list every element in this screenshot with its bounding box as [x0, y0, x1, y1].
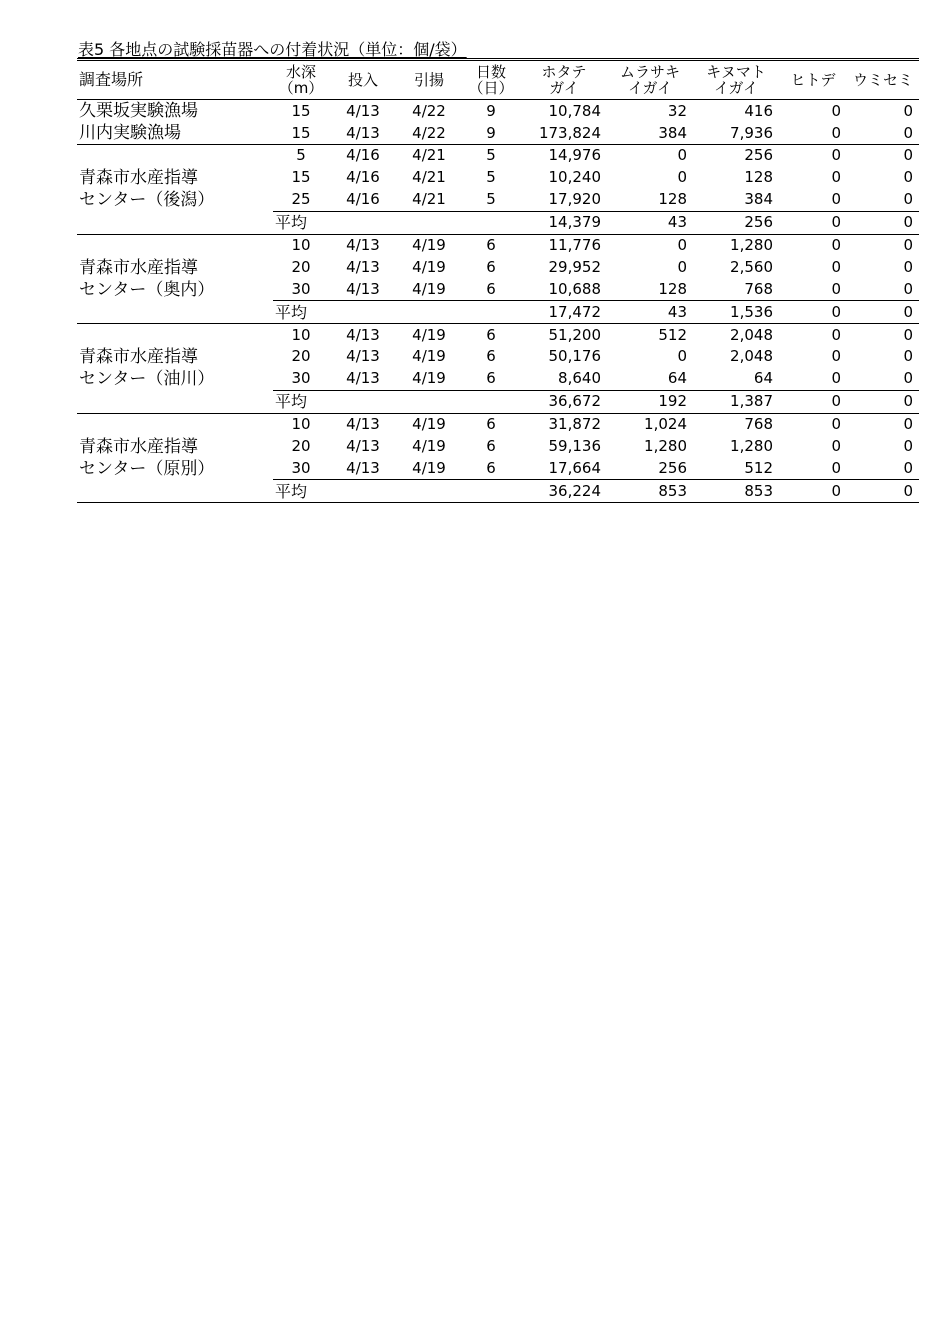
table-header [77, 60, 919, 100]
umisemi-cell: 0 [903, 437, 913, 456]
days-cell: 6 [486, 347, 496, 366]
header-days-line1: 日数 [475, 63, 506, 81]
avg-umisemi-cell: 0 [847, 211, 919, 234]
header-days-line2: （日） [468, 79, 514, 97]
header-depth-line1: 水深 [285, 63, 316, 81]
hitode-cell: 0 [831, 190, 841, 209]
kinumato-cell: 1,280 [730, 236, 773, 254]
location-cell [77, 413, 273, 503]
murasaki-cell: 0 [677, 257, 687, 276]
retrieve-cell: 4/19 [412, 415, 446, 434]
kinumato-cell: 64 [753, 369, 773, 388]
deploy-cell: 4/16 [346, 190, 380, 209]
kinumato-cell: 256 [744, 146, 773, 165]
avg-murasaki-cell: 192 [607, 390, 693, 413]
header-depth [273, 60, 329, 100]
depth-cell: 20 [291, 347, 311, 366]
depth-cell: 5 [296, 146, 306, 165]
umisemi-cell: 0 [903, 325, 913, 344]
hotate-cell: 59,136 [548, 437, 601, 456]
umisemi-cell: 0 [903, 458, 913, 477]
attachment-table [77, 58, 919, 503]
murasaki-cell: 64 [667, 369, 687, 388]
umisemi-cell: 0 [903, 369, 913, 388]
hitode-cell: 0 [831, 437, 841, 456]
header-hitode: ヒトデ [790, 71, 836, 89]
kinumato-cell: 768 [744, 279, 773, 298]
header-days [461, 60, 521, 100]
hotate-cell: 17,920 [548, 190, 601, 209]
depth-cell: 30 [291, 279, 311, 298]
hotate-cell: 51,200 [548, 325, 601, 344]
retrieve-cell: 4/19 [412, 236, 446, 254]
header-murasaki-line1: ムラサキ [619, 63, 680, 81]
location-cell: 久栗坂実験漁場 [79, 101, 198, 121]
days-cell: 6 [486, 437, 496, 456]
deploy-cell: 4/13 [346, 257, 380, 276]
header-kinumato-line1: キヌマト [706, 63, 766, 81]
hitode-cell: 0 [831, 415, 841, 434]
deploy-cell: 4/16 [346, 168, 380, 187]
header-hotate-line1: ホタテ [541, 63, 587, 81]
umisemi-cell: 0 [903, 415, 913, 434]
header-hotate [521, 60, 607, 100]
avg-kinumato-cell: 1,536 [693, 301, 779, 324]
umisemi-cell: 0 [903, 123, 913, 142]
retrieve-cell: 4/22 [412, 123, 446, 142]
retrieve-cell: 4/19 [412, 347, 446, 366]
kinumato-cell: 512 [744, 458, 773, 477]
retrieve-cell: 4/19 [412, 437, 446, 456]
avg-umisemi-cell: 0 [847, 390, 919, 413]
murasaki-cell: 256 [658, 458, 687, 477]
hitode-cell: 0 [831, 257, 841, 276]
hotate-cell: 17,664 [548, 458, 601, 477]
days-cell: 5 [486, 190, 496, 209]
retrieve-cell: 4/19 [412, 325, 446, 344]
table-row [77, 324, 919, 346]
location-line2: センター（油川） [79, 369, 215, 390]
kinumato-cell: 2,048 [730, 347, 773, 366]
hitode-cell: 0 [831, 146, 841, 165]
average-label: 平均 [273, 480, 521, 503]
avg-hitode-cell: 0 [779, 301, 847, 324]
murasaki-cell: 0 [677, 168, 687, 187]
deploy-cell: 4/13 [346, 279, 380, 298]
location-line1: 青森市水産指導 [79, 257, 198, 278]
hitode-cell: 0 [831, 279, 841, 298]
avg-kinumato-cell: 853 [693, 480, 779, 503]
site-group-harabetsu [77, 413, 919, 503]
location-line1: 青森市水産指導 [79, 347, 198, 368]
days-cell: 6 [486, 415, 496, 434]
site-group-okunai [77, 234, 919, 324]
location-line2: センター（原別） [79, 458, 215, 479]
location-line2: センター（奥内） [79, 279, 215, 300]
location-line2: センター（後潟） [79, 190, 215, 211]
umisemi-cell: 0 [903, 347, 913, 366]
retrieve-cell: 4/19 [412, 369, 446, 388]
header-murasaki-line2: イガイ [627, 79, 673, 97]
avg-hotate-cell: 36,224 [521, 480, 607, 503]
hitode-cell: 0 [831, 458, 841, 477]
days-cell: 9 [486, 123, 496, 142]
depth-cell: 30 [291, 458, 311, 477]
retrieve-cell: 4/21 [412, 146, 446, 165]
murasaki-cell: 0 [677, 347, 687, 366]
deploy-cell: 4/13 [346, 369, 380, 388]
deploy-cell: 4/13 [346, 347, 380, 366]
hotate-cell: 11,776 [548, 236, 601, 254]
location-line1: 青森市水産指導 [79, 436, 198, 457]
avg-murasaki-cell: 43 [607, 211, 693, 234]
table-row [77, 100, 919, 123]
average-label: 平均 [273, 301, 521, 324]
header-kinumato-line2: イガイ [713, 79, 759, 97]
header-umisemi: ウミセミ [852, 71, 913, 89]
deploy-cell: 4/13 [346, 101, 380, 120]
single-site-group [77, 122, 919, 145]
hitode-cell: 0 [831, 168, 841, 187]
depth-cell: 15 [291, 168, 311, 187]
days-cell: 9 [486, 101, 496, 120]
depth-cell: 30 [291, 369, 311, 388]
deploy-cell: 4/13 [346, 437, 380, 456]
hitode-cell: 0 [831, 369, 841, 388]
table-title: 表5 各地点の試験採苗器への付着状況（単位：個/袋） [78, 40, 467, 59]
deploy-cell: 4/13 [346, 458, 380, 477]
header-location: 調査場所 [79, 70, 144, 89]
kinumato-cell: 384 [744, 190, 773, 209]
avg-hitode-cell: 0 [779, 211, 847, 234]
hitode-cell: 0 [831, 236, 841, 254]
retrieve-cell: 4/21 [412, 190, 446, 209]
umisemi-cell: 0 [903, 257, 913, 276]
kinumato-cell: 1,280 [730, 437, 773, 456]
avg-hotate-cell: 17,472 [521, 301, 607, 324]
hotate-cell: 31,872 [548, 415, 601, 434]
deploy-cell: 4/13 [346, 325, 380, 344]
umisemi-cell: 0 [903, 236, 913, 254]
header-kinumato [693, 60, 779, 100]
hotate-cell: 14,976 [548, 146, 601, 165]
depth-cell: 15 [291, 123, 311, 142]
attachment-table-container [77, 58, 919, 503]
days-cell: 6 [486, 325, 496, 344]
murasaki-cell: 128 [658, 279, 687, 298]
depth-cell: 20 [291, 437, 311, 456]
days-cell: 6 [486, 236, 496, 254]
hotate-cell: 10,240 [548, 168, 601, 187]
hitode-cell: 0 [831, 347, 841, 366]
days-cell: 5 [486, 168, 496, 187]
kinumato-cell: 416 [744, 101, 773, 120]
deploy-cell: 4/13 [346, 236, 380, 254]
kinumato-cell: 768 [744, 415, 773, 434]
murasaki-cell: 0 [677, 146, 687, 165]
murasaki-cell: 1,024 [644, 415, 687, 434]
location-cell [77, 145, 273, 235]
depth-cell: 10 [291, 415, 311, 434]
table-row [77, 413, 919, 435]
murasaki-cell: 512 [658, 325, 687, 344]
days-cell: 5 [486, 146, 496, 165]
retrieve-cell: 4/19 [412, 257, 446, 276]
kinumato-cell: 7,936 [730, 123, 773, 142]
depth-cell: 20 [291, 257, 311, 276]
days-cell: 6 [486, 257, 496, 276]
depth-cell: 10 [291, 325, 311, 344]
murasaki-cell: 32 [667, 101, 687, 120]
avg-murasaki-cell: 853 [607, 480, 693, 503]
site-group-aburakawa [77, 324, 919, 414]
header-hotate-line2: ガイ [549, 79, 579, 97]
days-cell: 6 [486, 458, 496, 477]
retrieve-cell: 4/19 [412, 458, 446, 477]
location-cell [77, 324, 273, 414]
avg-kinumato-cell: 256 [693, 211, 779, 234]
hotate-cell: 173,824 [538, 123, 601, 142]
hitode-cell: 0 [831, 123, 841, 142]
kinumato-cell: 2,048 [730, 325, 773, 344]
depth-cell: 10 [291, 236, 311, 254]
hotate-cell: 8,640 [558, 369, 601, 388]
umisemi-cell: 0 [903, 146, 913, 165]
header-murasaki [607, 60, 693, 100]
deploy-cell: 4/13 [346, 123, 380, 142]
retrieve-cell: 4/21 [412, 168, 446, 187]
kinumato-cell: 128 [744, 168, 773, 187]
location-cell [77, 234, 273, 324]
depth-cell: 15 [291, 101, 311, 120]
hitode-cell: 0 [831, 101, 841, 120]
table-row [77, 122, 919, 145]
header-row [77, 60, 919, 100]
avg-kinumato-cell: 1,387 [693, 390, 779, 413]
hotate-cell: 10,688 [548, 279, 601, 298]
table-row [77, 234, 919, 256]
header-retrieve: 引揚 [413, 71, 444, 89]
kinumato-cell: 2,560 [730, 257, 773, 276]
avg-murasaki-cell: 43 [607, 301, 693, 324]
hitode-cell: 0 [831, 325, 841, 344]
average-label: 平均 [273, 211, 521, 234]
avg-hitode-cell: 0 [779, 390, 847, 413]
avg-umisemi-cell: 0 [847, 480, 919, 503]
avg-hotate-cell: 36,672 [521, 390, 607, 413]
retrieve-cell: 4/19 [412, 279, 446, 298]
depth-cell: 25 [291, 190, 311, 209]
header-depth-line2: （m） [278, 79, 324, 97]
deploy-cell: 4/16 [346, 146, 380, 165]
murasaki-cell: 384 [658, 123, 687, 142]
single-site-group [77, 100, 919, 123]
location-line1: 青森市水産指導 [79, 168, 198, 189]
umisemi-cell: 0 [903, 190, 913, 209]
hotate-cell: 10,784 [548, 101, 601, 120]
header-deploy: 投入 [347, 71, 378, 89]
hotate-cell: 50,176 [548, 347, 601, 366]
umisemi-cell: 0 [903, 279, 913, 298]
site-group-ushirogata [77, 145, 919, 235]
deploy-cell: 4/13 [346, 415, 380, 434]
table-row [77, 145, 919, 167]
umisemi-cell: 0 [903, 101, 913, 120]
murasaki-cell: 0 [677, 236, 687, 254]
days-cell: 6 [486, 369, 496, 388]
hotate-cell: 29,952 [548, 257, 601, 276]
avg-umisemi-cell: 0 [847, 301, 919, 324]
murasaki-cell: 128 [658, 190, 687, 209]
location-cell: 川内実験漁場 [79, 123, 181, 143]
murasaki-cell: 1,280 [644, 437, 687, 456]
days-cell: 6 [486, 279, 496, 298]
umisemi-cell: 0 [903, 168, 913, 187]
avg-hotate-cell: 14,379 [521, 211, 607, 234]
average-label: 平均 [273, 390, 521, 413]
avg-hitode-cell: 0 [779, 480, 847, 503]
retrieve-cell: 4/22 [412, 101, 446, 120]
